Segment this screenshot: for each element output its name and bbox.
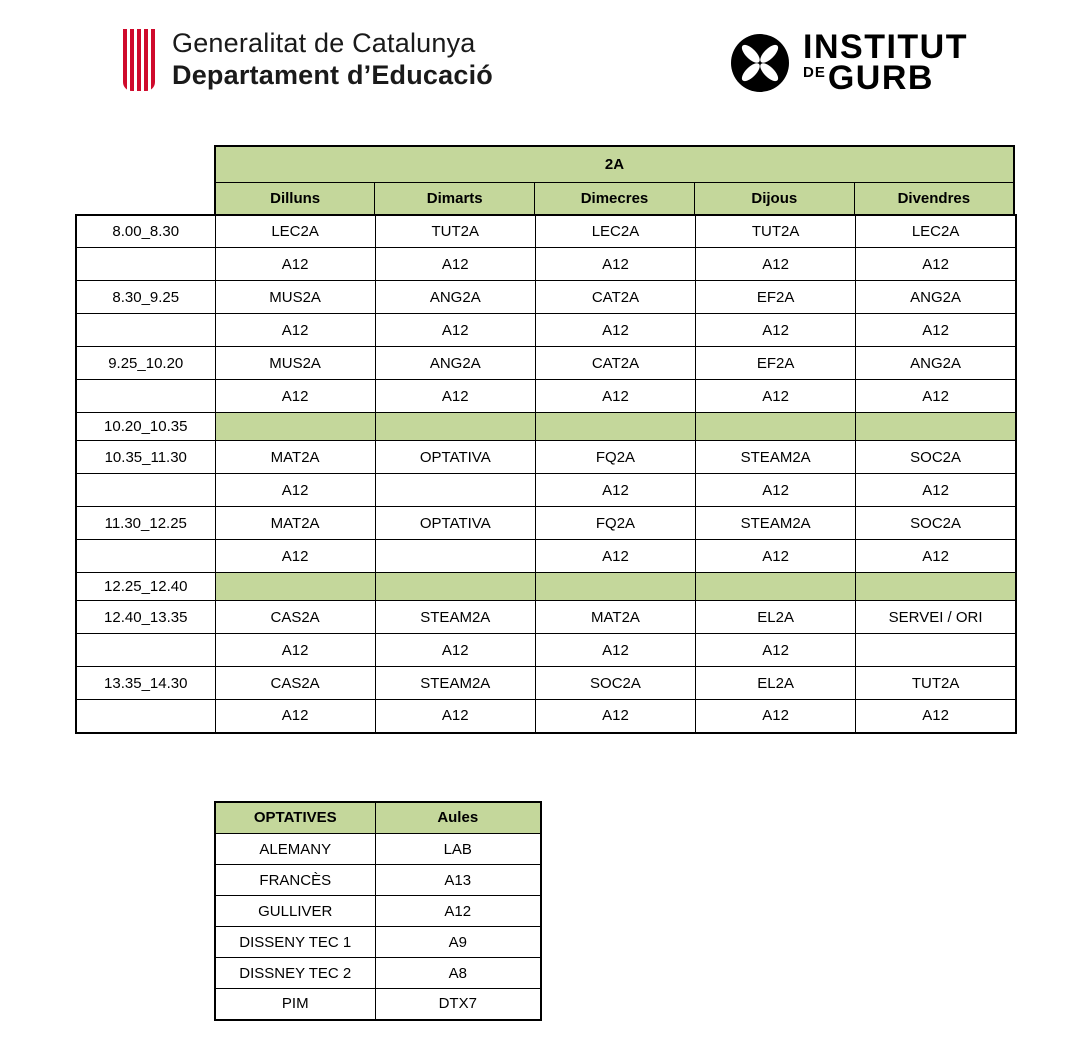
time-slot: [76, 380, 215, 413]
optativa-row: [215, 927, 541, 958]
subject-row: [76, 667, 1016, 700]
room-cell: A12: [535, 634, 695, 667]
room-cell: A12: [375, 248, 535, 281]
subject-cell: FQ2A: [535, 507, 695, 540]
time-slot: 8.30_9.25: [76, 281, 215, 314]
subject-cell: TUT2A: [856, 667, 1016, 700]
optativa-room: DTX7: [375, 989, 541, 1020]
break-row: [76, 573, 1016, 601]
aules-header: Aules: [375, 802, 541, 834]
room-cell: A12: [856, 380, 1016, 413]
timetable-body-table: [75, 214, 1017, 734]
timetable-section: [75, 145, 1015, 734]
time-slot: [76, 314, 215, 347]
optativa-name: GULLIVER: [215, 896, 375, 927]
room-cell: A12: [215, 700, 375, 733]
optativa-room: A12: [375, 896, 541, 927]
room-cell: A12: [696, 700, 856, 733]
day-header-dilluns: Dilluns: [215, 183, 375, 215]
subject-cell: SOC2A: [535, 667, 695, 700]
room-cell: A12: [215, 248, 375, 281]
class-title: 2A: [215, 146, 1014, 183]
generalitat-logo: [123, 28, 493, 92]
room-cell: [856, 634, 1016, 667]
departament-name: Departament d’Educació: [172, 59, 493, 90]
time-slot: [76, 540, 215, 573]
optativa-row: [215, 989, 541, 1020]
day-header-divendres: Divendres: [854, 183, 1014, 215]
room-cell: A12: [215, 380, 375, 413]
subject-cell: EF2A: [696, 281, 856, 314]
room-cell: A12: [696, 314, 856, 347]
gurb-flower-icon: [731, 34, 789, 92]
subject-cell: SOC2A: [856, 441, 1016, 474]
break-cell: [535, 413, 695, 441]
time-slot: 12.25_12.40: [76, 573, 215, 601]
room-cell: A12: [696, 540, 856, 573]
subject-cell: EL2A: [696, 601, 856, 634]
subject-row: [76, 601, 1016, 634]
time-slot: 11.30_12.25: [76, 507, 215, 540]
time-slot: [76, 634, 215, 667]
time-slot: 12.40_13.35: [76, 601, 215, 634]
timetable-header-table: [214, 145, 1015, 216]
subject-cell: CAS2A: [215, 667, 375, 700]
optativa-room: A8: [375, 958, 541, 989]
room-row: [76, 540, 1016, 573]
time-slot: [76, 700, 215, 733]
optativa-row: [215, 834, 541, 865]
subject-row: [76, 281, 1016, 314]
subject-cell: ANG2A: [856, 347, 1016, 380]
time-slot: 8.00_8.30: [76, 215, 215, 248]
subject-cell: TUT2A: [375, 215, 535, 248]
subject-cell: OPTATIVA: [375, 441, 535, 474]
room-cell: [375, 540, 535, 573]
optatives-header: OPTATIVES: [215, 802, 375, 834]
room-cell: A12: [696, 380, 856, 413]
subject-cell: EL2A: [696, 667, 856, 700]
subject-cell: ANG2A: [375, 281, 535, 314]
room-cell: A12: [856, 700, 1016, 733]
day-header-dijous: Dijous: [694, 183, 854, 215]
subject-cell: STEAM2A: [375, 601, 535, 634]
room-cell: A12: [375, 380, 535, 413]
generalitat-name: Generalitat de Catalunya: [172, 28, 476, 58]
room-cell: A12: [856, 540, 1016, 573]
optatives-body: [215, 834, 541, 1020]
room-cell: A12: [535, 700, 695, 733]
break-cell: [696, 413, 856, 441]
senyera-shield-icon: [123, 29, 155, 91]
room-row: [76, 380, 1016, 413]
break-row: [76, 413, 1016, 441]
room-cell: A12: [856, 474, 1016, 507]
subject-cell: STEAM2A: [696, 441, 856, 474]
optatives-header-row: [215, 802, 541, 834]
break-cell: [856, 573, 1016, 601]
room-cell: A12: [375, 634, 535, 667]
page-header: [0, 0, 1072, 98]
time-slot: 9.25_10.20: [76, 347, 215, 380]
room-row: [76, 634, 1016, 667]
institut-gurb-logo-text: [803, 28, 968, 98]
room-row: [76, 474, 1016, 507]
generalitat-logo-text: [172, 28, 493, 92]
subject-cell: LEC2A: [535, 215, 695, 248]
room-cell: A12: [535, 248, 695, 281]
time-slot: [76, 248, 215, 281]
institut-gurb-logo: [731, 28, 968, 98]
optativa-name: FRANCÈS: [215, 865, 375, 896]
optativa-name: ALEMANY: [215, 834, 375, 865]
subject-cell: MUS2A: [215, 281, 375, 314]
subject-cell: MUS2A: [215, 347, 375, 380]
subject-cell: STEAM2A: [375, 667, 535, 700]
subject-cell: LEC2A: [215, 215, 375, 248]
room-cell: A12: [856, 248, 1016, 281]
optativa-name: PIM: [215, 989, 375, 1020]
subject-cell: MAT2A: [535, 601, 695, 634]
optativa-row: [215, 865, 541, 896]
subject-cell: CAS2A: [215, 601, 375, 634]
time-slot: [76, 474, 215, 507]
subject-cell: SERVEI / ORI: [856, 601, 1016, 634]
break-cell: [375, 413, 535, 441]
optativa-room: LAB: [375, 834, 541, 865]
timetable-body: [76, 215, 1016, 733]
room-row: [76, 314, 1016, 347]
subject-cell: FQ2A: [535, 441, 695, 474]
break-cell: [696, 573, 856, 601]
subject-cell: STEAM2A: [696, 507, 856, 540]
subject-cell: CAT2A: [535, 281, 695, 314]
day-header-dimarts: Dimarts: [375, 183, 535, 215]
de-word: DE: [803, 64, 826, 82]
room-cell: A12: [375, 700, 535, 733]
time-slot: 10.20_10.35: [76, 413, 215, 441]
optativa-name: DISSNEY TEC 2: [215, 958, 375, 989]
subject-cell: ANG2A: [375, 347, 535, 380]
break-cell: [375, 573, 535, 601]
room-cell: A12: [535, 474, 695, 507]
room-cell: A12: [535, 314, 695, 347]
room-cell: A12: [696, 634, 856, 667]
optativa-row: [215, 958, 541, 989]
room-cell: A12: [215, 474, 375, 507]
subject-cell: CAT2A: [535, 347, 695, 380]
subject-row: [76, 215, 1016, 248]
class-title-row: [215, 146, 1014, 183]
subject-row: [76, 347, 1016, 380]
subject-row: [76, 507, 1016, 540]
optativa-room: A9: [375, 927, 541, 958]
subject-cell: ANG2A: [856, 281, 1016, 314]
room-cell: A12: [696, 474, 856, 507]
subject-cell: OPTATIVA: [375, 507, 535, 540]
subject-cell: EF2A: [696, 347, 856, 380]
room-cell: A12: [215, 634, 375, 667]
room-cell: A12: [696, 248, 856, 281]
time-slot: 13.35_14.30: [76, 667, 215, 700]
subject-cell: MAT2A: [215, 441, 375, 474]
subject-cell: TUT2A: [696, 215, 856, 248]
day-header-row: [215, 183, 1014, 215]
gurb-word-line: [803, 59, 968, 98]
room-cell: A12: [535, 380, 695, 413]
subject-row: [76, 441, 1016, 474]
break-cell: [856, 413, 1016, 441]
room-row: [76, 248, 1016, 281]
subject-cell: SOC2A: [856, 507, 1016, 540]
subject-cell: LEC2A: [856, 215, 1016, 248]
institut-word: INSTITUT: [803, 28, 968, 66]
break-cell: [535, 573, 695, 601]
gurb-word: GURB: [827, 59, 934, 98]
day-header-dimecres: Dimecres: [535, 183, 695, 215]
optativa-row: [215, 896, 541, 927]
subject-cell: MAT2A: [215, 507, 375, 540]
optativa-name: DISSENY TEC 1: [215, 927, 375, 958]
break-cell: [215, 573, 375, 601]
room-cell: A12: [375, 314, 535, 347]
room-cell: A12: [856, 314, 1016, 347]
room-cell: A12: [535, 540, 695, 573]
optatives-table: [214, 801, 542, 1021]
room-cell: A12: [215, 314, 375, 347]
room-cell: A12: [215, 540, 375, 573]
optativa-room: A13: [375, 865, 541, 896]
time-slot: 10.35_11.30: [76, 441, 215, 474]
break-cell: [215, 413, 375, 441]
room-cell: [375, 474, 535, 507]
room-row: [76, 700, 1016, 733]
